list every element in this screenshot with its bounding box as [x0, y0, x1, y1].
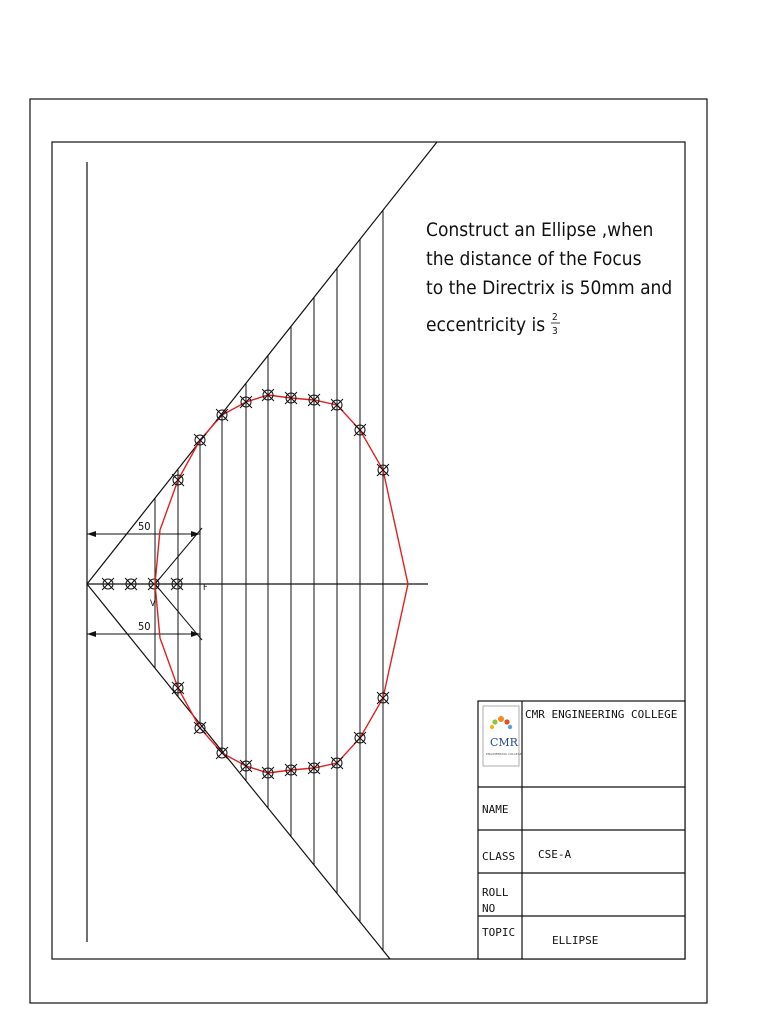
logo-text: CMR: [490, 736, 518, 749]
problem-line-2: the distance of the Focus: [426, 248, 642, 270]
name-label: NAME: [482, 803, 509, 816]
dimension-upper-label: 50: [138, 520, 151, 533]
problem-statement: [426, 219, 672, 337]
fraction-denominator: 3: [552, 326, 558, 337]
class-value: CSE-A: [538, 848, 572, 861]
roll-label-line1: ROLL: [482, 886, 509, 899]
roll-label-line2: NO: [482, 902, 496, 915]
focus-label: F: [203, 583, 208, 593]
problem-line-1: Construct an Ellipse ,when: [426, 219, 654, 241]
dimension-upper: [87, 520, 200, 584]
class-label: CLASS: [482, 850, 516, 863]
problem-line-4: eccentricity is: [426, 314, 546, 336]
problem-line-3: to the Directrix is 50mm and: [426, 277, 673, 299]
topic-label: TOPIC: [482, 926, 516, 939]
college-logo: [483, 706, 522, 766]
dimension-lower-label: 50: [138, 620, 151, 633]
construction-verticals: [155, 210, 383, 950]
fraction-numerator: 2: [552, 312, 558, 323]
title-block: [478, 701, 685, 959]
college-name: CMR ENGINEERING COLLEGE: [525, 708, 678, 721]
scale-line-lower: [87, 584, 390, 959]
topic-value: ELLIPSE: [552, 934, 599, 947]
scale-line-upper: [87, 142, 437, 584]
vertex-label: V: [150, 599, 156, 609]
dimension-lower: [87, 584, 200, 642]
logo-subtext: ENGINEERING COLLEGE: [486, 752, 522, 756]
